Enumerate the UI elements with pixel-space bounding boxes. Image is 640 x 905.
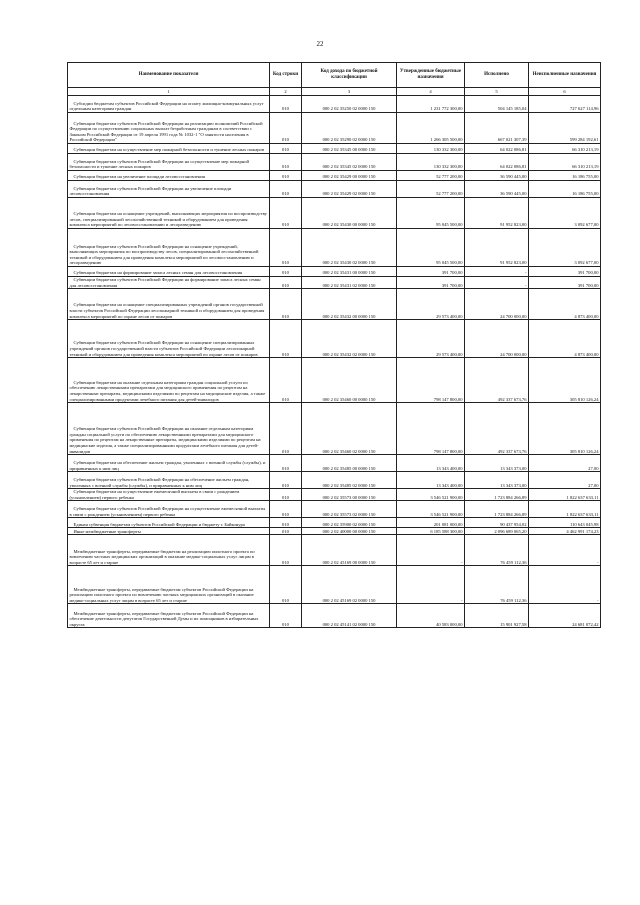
column-number-row [68,88,601,96]
row-unexecuted-cell: 1 822 637 633,11 [529,501,601,518]
row-code-cell: 000 2 02 35432 00 0000 150 [302,289,397,320]
row-line-cell: 010 [270,472,302,489]
table-row [68,289,601,320]
row-executed-cell: 667 021 307,39 [465,113,529,144]
row-approved-cell: 3 546 521 900,00 [397,501,465,518]
row-approved-cell: 3 546 521 900,00 [397,489,465,501]
header-income-code: Код дохода по бюджетной классификации [302,63,397,88]
table-row [68,171,601,181]
row-unexecuted-cell: - [529,535,601,566]
row-line-cell: 010 [270,604,302,628]
table-row [68,489,601,501]
row-code-cell: 000 2 02 35429 00 0000 150 [302,171,397,181]
table-row [68,518,601,528]
row-unexecuted-cell: 4 462 991 174,23 [529,528,601,535]
row-code-cell: 000 2 02 35250 02 0000 150 [302,96,397,113]
row-approved-cell: 52 777 200,00 [397,171,465,181]
row-name-cell: Межбюджетные трансферты, передаваемые бюджетам субъектов Российской Федерации на обеспечение деятельности депутатов Государственной Думы и их помощников в избирательных округах [68,604,270,628]
row-line-cell: 010 [270,113,302,144]
table-row [68,604,601,628]
row-name-cell: Субвенции бюджетам субъектов Российской Федерации на реализацию полномочий Российской Федерации по осуществлению социальных выплат безработным гражданам в соответствии с Законом Российской Федерации от 19 апреля 1991 года № 1032-1 "О занятости населения в Российской Федерации" [68,113,270,144]
row-line-cell: 010 [270,489,302,501]
row-code-cell: 000 2 02 35431 00 0000 150 [302,267,397,277]
header-executed: Исполнено [465,63,529,88]
row-code-cell: 000 2 02 45169 00 0000 150 [302,535,397,566]
row-executed-cell: - [465,267,529,277]
row-executed-cell: 1 723 884 266,89 [465,489,529,501]
row-line-cell: 010 [270,198,302,229]
row-name-cell: Субвенции бюджетам субъектов Российской Федерации на оказание отдельным категориям граждан социальной услуги по обеспечению лекарственными препаратами для медицинского применения по рецептам на лекарственные препараты, медицинскими изделиями по рецептам на медицинские изделия, а также специализированными продуктами лечебного питания для детей-инвалидов [68,403,270,455]
row-executed-cell: 64 022 086,81 [465,154,529,171]
row-name-cell: Субвенции бюджетам субъектов Российской Федерации на осуществление мер пожарной безопасности и тушение лесных пожаров [68,154,270,171]
row-executed-cell: 90 437 954,02 [465,518,529,528]
row-code-cell: 000 2 02 35429 02 0000 150 [302,181,397,198]
row-approved-cell: - [397,566,465,604]
row-executed-cell: 1 723 884 266,89 [465,501,529,518]
row-unexecuted-cell: 27,00 [529,455,601,472]
table-row [68,96,601,113]
row-unexecuted-cell: 305 810 126,24 [529,403,601,455]
row-approved-cell: 130 332 300,00 [397,144,465,154]
row-line-cell: 010 [270,289,302,320]
row-approved-cell: 13 343 400,00 [397,472,465,489]
column-number: 5 [465,88,529,96]
row-approved-cell: 1 266 305 500,00 [397,113,465,144]
row-line-cell: 010 [270,528,302,535]
row-executed-cell: 24 700 000,00 [465,320,529,358]
row-unexecuted-cell: 391 700,00 [529,267,601,277]
row-approved-cell: 52 777 200,00 [397,181,465,198]
table-row [68,277,601,289]
table-row [68,528,601,535]
row-code-cell: 000 2 02 35431 02 0000 150 [302,277,397,289]
table-row [68,501,601,518]
row-unexecuted-cell: 3 092 677,00 [529,198,601,229]
row-name-cell: Субвенции бюджетам субъектов Российской Федерации на оснащение специализированных учреждений органов государственной власти субъектов Российской Федерации лесопожарной техникой и оборудованием для проведения комплекса мероприятий по охране лесов от пожаров [68,320,270,358]
row-unexecuted-cell: 599 284 192,61 [529,113,601,144]
row-name-cell: Субвенции бюджетам на увеличение площади лесовосстановления [68,171,270,181]
table-row [68,229,601,267]
table-row [68,181,601,198]
row-code-cell: 000 2 02 35290 02 0000 150 [302,113,397,144]
row-line-cell: 010 [270,501,302,518]
row-executed-cell: 492 337 673,76 [465,358,529,403]
row-line-cell: 010 [270,518,302,528]
row-executed-cell: 504 145 185,04 [465,96,529,113]
table-row [68,455,601,472]
row-executed-cell: 36 590 445,00 [465,171,529,181]
row-unexecuted-cell: - [529,566,601,604]
row-approved-cell: 29 573 400,00 [397,320,465,358]
row-approved-cell: 201 081 000,00 [397,518,465,528]
row-name-cell: Субвенции бюджетам на оснащение специализированных учреждений органов государственной власти субъектов Российской Федерации лесопожарной техникой и оборудованием для проведения комплекса мероприятий по охране лесов от пожаров [68,289,270,320]
row-approved-cell: 95 045 500,00 [397,229,465,267]
column-number: 4 [397,88,465,96]
table-row [68,113,601,144]
column-number: 3 [302,88,397,96]
row-line-cell: 010 [270,96,302,113]
row-code-cell: 000 2 02 35460 00 0000 150 [302,358,397,403]
row-approved-cell: 40 583 000,00 [397,604,465,628]
row-approved-cell: 391 700,00 [397,267,465,277]
row-executed-cell: 91 952 823,00 [465,198,529,229]
row-code-cell: 000 2 02 45141 02 0000 150 [302,604,397,628]
row-approved-cell: 6 185 588 300,00 [397,528,465,535]
row-line-cell: 010 [270,267,302,277]
row-unexecuted-cell: 16 186 755,00 [529,181,601,198]
row-unexecuted-cell: 305 810 126,24 [529,358,601,403]
column-number: 1 [68,88,270,96]
header-indicator-name: Наименование показателя [68,63,270,88]
header-row [68,63,601,88]
row-approved-cell: 13 343 400,00 [397,455,465,472]
row-name-cell: Субвенции бюджетам на обеспечение жильем граждан, уволенных с военной службы (службы), и приравненных к ним лиц [68,455,270,472]
row-line-cell: 010 [270,358,302,403]
row-line-cell: 010 [270,277,302,289]
row-unexecuted-cell: 3 092 677,00 [529,229,601,267]
row-approved-cell: 1 231 772 300,00 [397,96,465,113]
row-approved-cell: 391 700,00 [397,277,465,289]
row-name-cell: Субвенции бюджетам субъектов Российской Федерации на осуществление ежемесячной выплаты в связи с рождением (усыновлением) первого ребенка [68,501,270,518]
header-approved: Утвержденные бюджетные назначения [397,63,465,88]
row-unexecuted-cell: 4 873 400,00 [529,320,601,358]
row-name-cell: Субвенции бюджетам на осуществление ежемесячной выплаты в связи с рождением (усыновлением) первого ребенка [68,489,270,501]
table-row [68,535,601,566]
table-row [68,472,601,489]
column-number: 6 [529,88,601,96]
budget-execution-table [67,62,601,628]
row-name-cell: Субвенции бюджетам субъектов Российской Федерации на обеспечение жильем граждан, уволенных с военной службы (службы), и приравненных к ним лиц [68,472,270,489]
row-name-cell: Субсидии бюджетам субъектов Российской Федерации на оплату жилищно-коммунальных услуг отдельным категориям граждан [68,96,270,113]
row-unexecuted-cell: 727 627 114,96 [529,96,601,113]
row-line-cell: 010 [270,171,302,181]
row-executed-cell: 13 343 373,00 [465,472,529,489]
row-approved-cell: 29 573 400,00 [397,289,465,320]
table-row [68,403,601,455]
table-body [68,96,601,628]
row-line-cell: 010 [270,535,302,566]
row-code-cell: 000 2 02 35345 02 0000 150 [302,154,397,171]
row-code-cell: 000 2 02 35460 02 0000 150 [302,403,397,455]
row-approved-cell: 798 147 800,00 [397,403,465,455]
row-executed-cell: 15 901 927,58 [465,604,529,628]
row-unexecuted-cell: 27,00 [529,472,601,489]
column-number: 2 [270,88,302,96]
row-name-cell: Субвенции бюджетам на осуществление мер пожарной безопасности и тушение лесных пожаров [68,144,270,154]
row-executed-cell: 13 343 373,00 [465,455,529,472]
row-code-cell: 000 2 02 35430 02 0000 150 [302,229,397,267]
row-code-cell: 000 2 02 35430 00 0000 150 [302,198,397,229]
row-executed-cell: 2 096 689 065,20 [465,528,529,535]
row-executed-cell: 64 022 086,81 [465,144,529,154]
row-code-cell: 000 2 02 35485 00 0000 150 [302,455,397,472]
row-unexecuted-cell: 391 700,00 [529,277,601,289]
table-row [68,566,601,604]
row-line-cell: 010 [270,144,302,154]
row-executed-cell: 76 459 112,36 [465,535,529,566]
row-unexecuted-cell: 4 873 400,00 [529,289,601,320]
row-executed-cell: 24 700 000,00 [465,289,529,320]
row-unexecuted-cell: 16 186 755,00 [529,171,601,181]
row-executed-cell: 36 590 445,00 [465,181,529,198]
row-approved-cell: 95 045 500,00 [397,198,465,229]
row-name-cell: Межбюджетные трансферты, передаваемые бюджетам на реализацию пилотного проекта по вовлечению частных медицинских организаций в оказание медико-социальных услуг лицам в возрасте 65 лет и старше [68,535,270,566]
row-line-cell: 010 [270,181,302,198]
table-row [68,144,601,154]
row-code-cell: 000 2 02 35573 00 0000 150 [302,489,397,501]
row-code-cell: 000 2 02 35900 02 0000 150 [302,518,397,528]
row-code-cell: 000 2 02 35573 02 0000 150 [302,501,397,518]
row-name-cell: Субвенции бюджетам на оказание отдельным категориям граждан социальной услуги по обеспечению лекарственными препаратами для медицинского применения по рецептам на лекарственные препараты, медицинскими изделиями по рецептам на медицинские изделия, а также специализированными продуктами лечебного питания для детей-инвалидов [68,358,270,403]
row-code-cell: 000 2 02 45169 02 0000 150 [302,566,397,604]
row-name-cell: Субвенции бюджетам субъектов Российской Федерации на увеличение площади лесовосстановления [68,181,270,198]
row-unexecuted-cell: 66 310 213,19 [529,154,601,171]
row-name-cell: Субвенции бюджетам на формирование запаса лесных семян для лесовосстановления [68,267,270,277]
row-code-cell: 000 2 02 40000 00 0000 150 [302,528,397,535]
row-name-cell: Субвенции бюджетам субъектов Российской Федерации на формирование запаса лесных семян для лесовосстановления [68,277,270,289]
header-unexecuted: Неисполненные назначения [529,63,601,88]
table-row [68,154,601,171]
table-row [68,198,601,229]
row-unexecuted-cell: 1 822 637 633,11 [529,489,601,501]
table-row [68,267,601,277]
row-line-cell: 010 [270,154,302,171]
row-unexecuted-cell: 110 643 045,98 [529,518,601,528]
row-approved-cell: 130 332 300,00 [397,154,465,171]
row-code-cell: 000 2 02 35432 02 0000 150 [302,320,397,358]
row-unexecuted-cell: 66 310 213,19 [529,144,601,154]
row-code-cell: 000 2 02 35485 02 0000 150 [302,472,397,489]
row-approved-cell: 798 147 800,00 [397,358,465,403]
row-unexecuted-cell: 24 681 072,42 [529,604,601,628]
row-executed-cell: 492 337 673,76 [465,403,529,455]
row-name-cell: Субвенции бюджетам субъектов Российской Федерации на оснащение учреждений, выполняющих мероприятия по воспроизводству лесов, специализированной лесохозяйственной техникой и оборудованием для проведения комплекса мероприятий по лесовосстановлению и лесоразведению [68,229,270,267]
row-code-cell: 000 2 02 35345 00 0000 150 [302,144,397,154]
row-line-cell: 010 [270,566,302,604]
row-executed-cell: 76 459 112,36 [465,566,529,604]
header-line-code: Код строки [270,63,302,88]
row-name-cell: Иные межбюджетные трансферты [68,528,270,535]
table-row [68,358,601,403]
row-name-cell: Межбюджетные трансферты, передаваемые бюджетам субъектов Российской Федерации на реализацию пилотного проекта по вовлечению частных медицинских организаций в оказание медико-социальных услуг лицам в возрасте 65 лет и старше [68,566,270,604]
row-line-cell: 010 [270,403,302,455]
row-line-cell: 010 [270,455,302,472]
row-executed-cell: 91 952 823,00 [465,229,529,267]
row-name-cell: Единая субвенция бюджетам субъектов Российской Федерации и бюджету г. Байконура [68,518,270,528]
page-number: 22 [316,40,324,48]
row-line-cell: 010 [270,229,302,267]
row-executed-cell: - [465,277,529,289]
table-row [68,320,601,358]
row-approved-cell: - [397,535,465,566]
row-name-cell: Субвенции бюджетам на оснащение учреждений, выполняющих мероприятия по воспроизводству лесов, специализированной лесохозяйственной техникой и оборудованием для проведения комплекса мероприятий по лесовосстановлению и лесоразведению [68,198,270,229]
row-line-cell: 010 [270,320,302,358]
